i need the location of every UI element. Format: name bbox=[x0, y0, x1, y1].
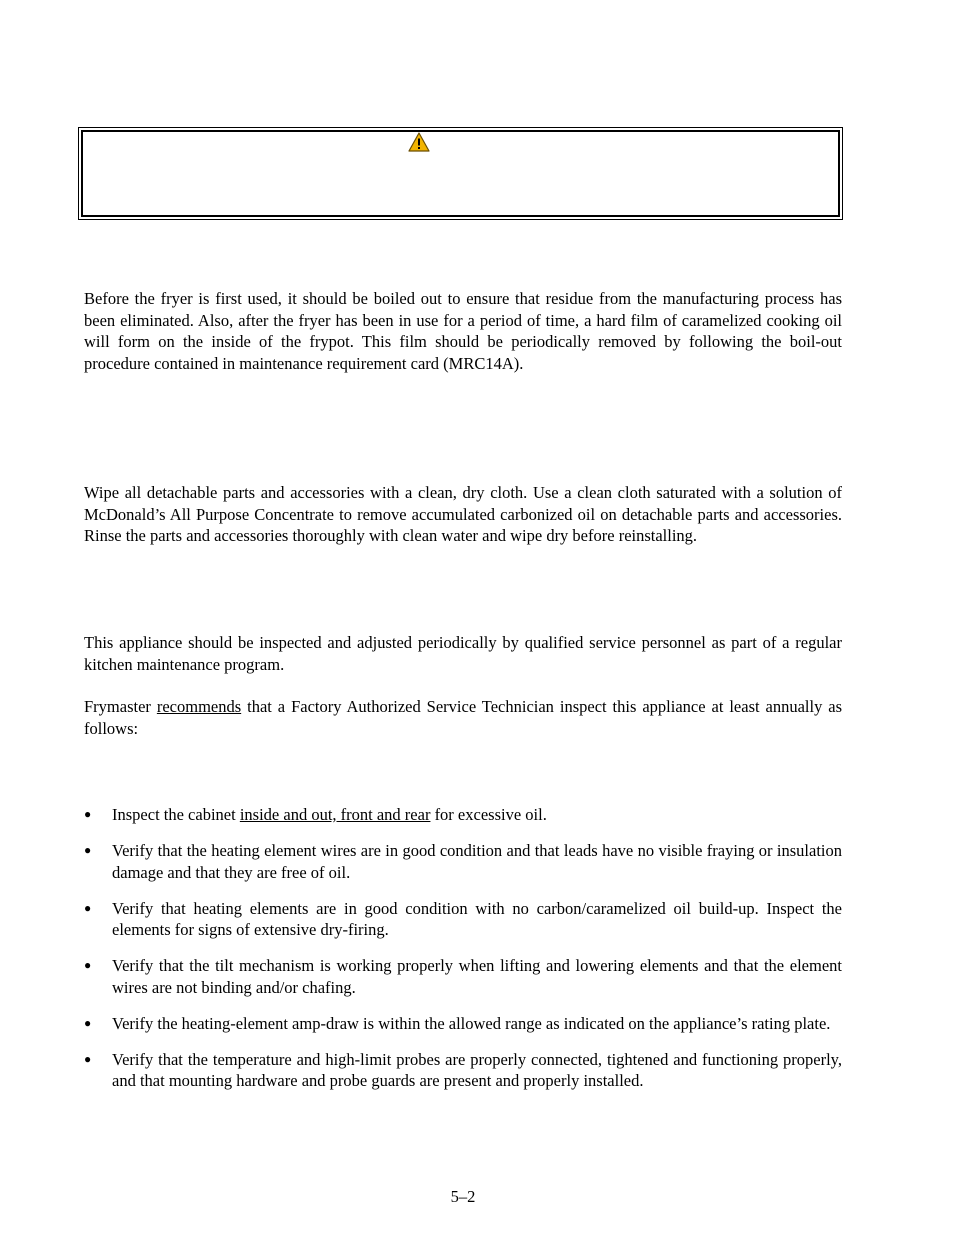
inspection-paragraph: This appliance should be inspected and adjusted periodically by qualified service personnel as part of a regular kitchen maintenance program. bbox=[84, 633, 842, 674]
frymaster-recommendation-paragraph bbox=[84, 696, 842, 739]
boil-out-paragraph: Before the fryer is first used, it should be boiled out to ensure that residue from the manufacturing process has been eliminated. Also, after the fryer has been in use for a period of time, a hard film of caramelized cooking oil will form on the inside of the frypot. This film should be periodically removed by following the boil-out procedure contained in maintenance requirement card (MRC14A). bbox=[84, 289, 842, 373]
warning-triangle-icon bbox=[408, 132, 430, 152]
item-text: Verify the heating-element amp-draw is within the allowed range as indicated on the appliance’s rating plate. bbox=[112, 1013, 831, 1033]
recommends-underlined: recommends bbox=[156, 697, 242, 716]
list-item bbox=[84, 955, 842, 998]
bullet-icon: ● bbox=[84, 900, 92, 915]
detachable-parts-paragraph: Wipe all detachable parts and accessories with a clean, dry cloth. Use a clean cloth saturated with a solution of McDonald’s All Purpose Concentrate to remove accumulated carbonized oil on detachable parts and accessories. Rinse the parts and accessories thoroughly with clean water and wipe dry before reinstalling. bbox=[84, 483, 842, 545]
list-item bbox=[84, 804, 842, 826]
warning-box bbox=[78, 127, 843, 220]
recommendation-text-end: that a Factory Authorized Service Technician inspect this appliance at least annually as follows: bbox=[84, 697, 843, 738]
item-underlined-text: inside and out, front and rear bbox=[239, 805, 431, 824]
bullet-icon: ● bbox=[84, 807, 92, 821]
page-number: 5–2 bbox=[450, 1187, 476, 1206]
bullet-icon: ● bbox=[84, 1051, 92, 1066]
bullet-icon: ● bbox=[84, 958, 92, 972]
item-text: Verify that the tilt mechanism is working properly when lifting and lowering elements and that the element wires are not binding and/or chafing. bbox=[112, 956, 842, 997]
inspection-checklist bbox=[84, 804, 842, 1106]
bullet-icon: ● bbox=[84, 843, 92, 857]
item-text: Verify that heating elements are in good condition with no carbon/caramelized oil build-up. Inspect the elements for signs of extensive dry-firing. bbox=[112, 898, 842, 939]
list-item bbox=[84, 1049, 842, 1092]
list-item bbox=[84, 898, 842, 941]
list-item bbox=[84, 1013, 842, 1035]
bullet-icon: ● bbox=[84, 1015, 92, 1030]
item-text-start: Inspect the cabinet bbox=[112, 805, 236, 824]
item-text-end: for excessive oil. bbox=[434, 805, 547, 824]
item-text: Verify that the temperature and high-limit probes are properly connected, tightened and functioning properly, and that mounting hardware and probe guards are present and properly installed. bbox=[112, 1049, 842, 1090]
item-text: Verify that the heating element wires are in good condition and that leads have no visible fraying or insulation damage and that they are free of oil. bbox=[112, 841, 842, 882]
recommendation-text-start: Frymaster bbox=[84, 697, 151, 716]
list-item bbox=[84, 840, 842, 883]
